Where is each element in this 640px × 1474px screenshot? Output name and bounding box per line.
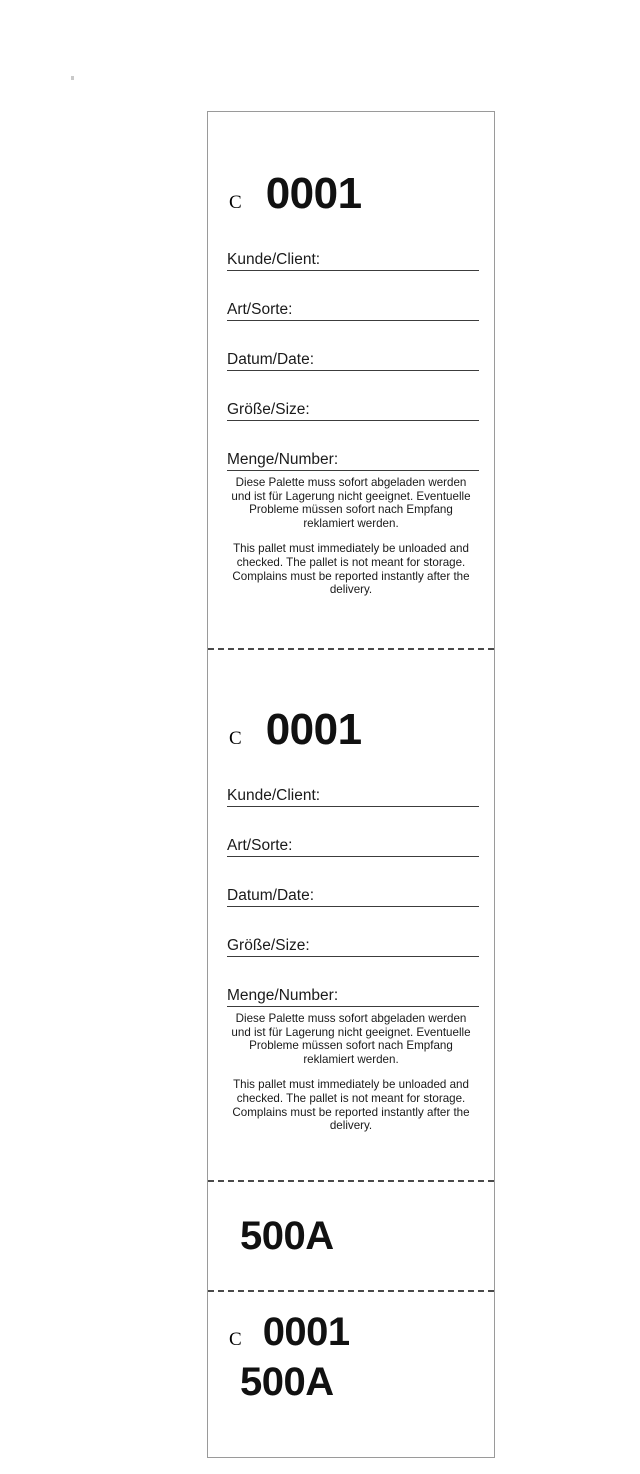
label-stub-one bbox=[208, 1180, 494, 1290]
label-copy-two bbox=[208, 648, 494, 1180]
field-rule-size bbox=[227, 420, 479, 421]
field-row-client[interactable] bbox=[220, 759, 480, 809]
handling-notice-english: This pallet must immediately be unloaded and checked. The pallet is not meant for storage. Complains must be reported instantly after the delivery. bbox=[232, 1078, 470, 1133]
field-rule-client bbox=[227, 806, 479, 807]
field-row-size[interactable] bbox=[220, 373, 480, 423]
serial-number: 0001 bbox=[265, 169, 362, 218]
serial-number: 0001 bbox=[262, 1310, 350, 1354]
field-label-kind: Art/Sorte: bbox=[227, 836, 293, 854]
field-rule-size bbox=[227, 956, 479, 957]
field-label-size: Größe/Size: bbox=[227, 936, 310, 954]
label-stub-two bbox=[208, 1290, 494, 1457]
field-label-size: Größe/Size: bbox=[227, 400, 310, 418]
handling-notice-english: This pallet must immediately be unloaded and checked. The pallet is not meant for storage. Complains must be reported instantly after the delivery. bbox=[232, 542, 470, 597]
field-row-client[interactable] bbox=[220, 223, 480, 273]
field-rule-date bbox=[227, 370, 479, 371]
serial-heading-copy-one bbox=[208, 169, 494, 218]
handling-notice-copy-two bbox=[208, 1012, 494, 1133]
field-row-kind[interactable] bbox=[220, 809, 480, 859]
field-label-client: Kunde/Client: bbox=[227, 250, 321, 268]
serial-number: 0001 bbox=[265, 705, 362, 754]
serial-letter: C bbox=[229, 728, 242, 749]
field-label-quantity: Menge/Number: bbox=[227, 986, 339, 1004]
field-row-size[interactable] bbox=[220, 909, 480, 959]
serial-heading-copy-two bbox=[208, 705, 494, 754]
field-rule-date bbox=[227, 906, 479, 907]
handling-notice-german: Diese Palette muss sofort abgeladen werden und ist für Lagerung nicht geeignet. Eventuelle Probleme müssen sofort nach Empfang reklamiert werden. bbox=[231, 476, 471, 530]
field-row-quantity[interactable] bbox=[220, 423, 480, 473]
field-list-copy-one bbox=[208, 223, 494, 473]
label-copy-one bbox=[208, 112, 494, 648]
serial-letter: C bbox=[229, 192, 242, 213]
field-rule-kind bbox=[227, 320, 479, 321]
field-label-kind: Art/Sorte: bbox=[227, 300, 293, 318]
field-row-kind[interactable] bbox=[220, 273, 480, 323]
handling-notice-german: Diese Palette muss sofort abgeladen werden und ist für Lagerung nicht geeignet. Eventuelle Probleme müssen sofort nach Empfang reklamiert werden. bbox=[231, 1012, 471, 1066]
field-rule-kind bbox=[227, 856, 479, 857]
field-row-quantity[interactable] bbox=[220, 959, 480, 1009]
field-label-date: Datum/Date: bbox=[227, 350, 315, 368]
field-row-date[interactable] bbox=[220, 323, 480, 373]
stub-code-one: 500A bbox=[240, 1214, 334, 1258]
field-label-client: Kunde/Client: bbox=[227, 786, 321, 804]
page-speck-artifact bbox=[71, 76, 74, 80]
field-label-quantity: Menge/Number: bbox=[227, 450, 339, 468]
field-rule-client bbox=[227, 270, 479, 271]
field-list-copy-two bbox=[208, 759, 494, 1009]
pallet-label-sheet bbox=[207, 111, 495, 1458]
field-row-date[interactable] bbox=[220, 859, 480, 909]
stub-code-two: 500A bbox=[240, 1360, 334, 1404]
serial-heading-stub-two bbox=[208, 1312, 494, 1352]
field-label-date: Datum/Date: bbox=[227, 886, 315, 904]
field-rule-quantity bbox=[227, 1006, 479, 1007]
handling-notice-copy-one bbox=[208, 476, 494, 597]
field-rule-quantity bbox=[227, 470, 479, 471]
serial-letter: C bbox=[229, 1329, 242, 1350]
